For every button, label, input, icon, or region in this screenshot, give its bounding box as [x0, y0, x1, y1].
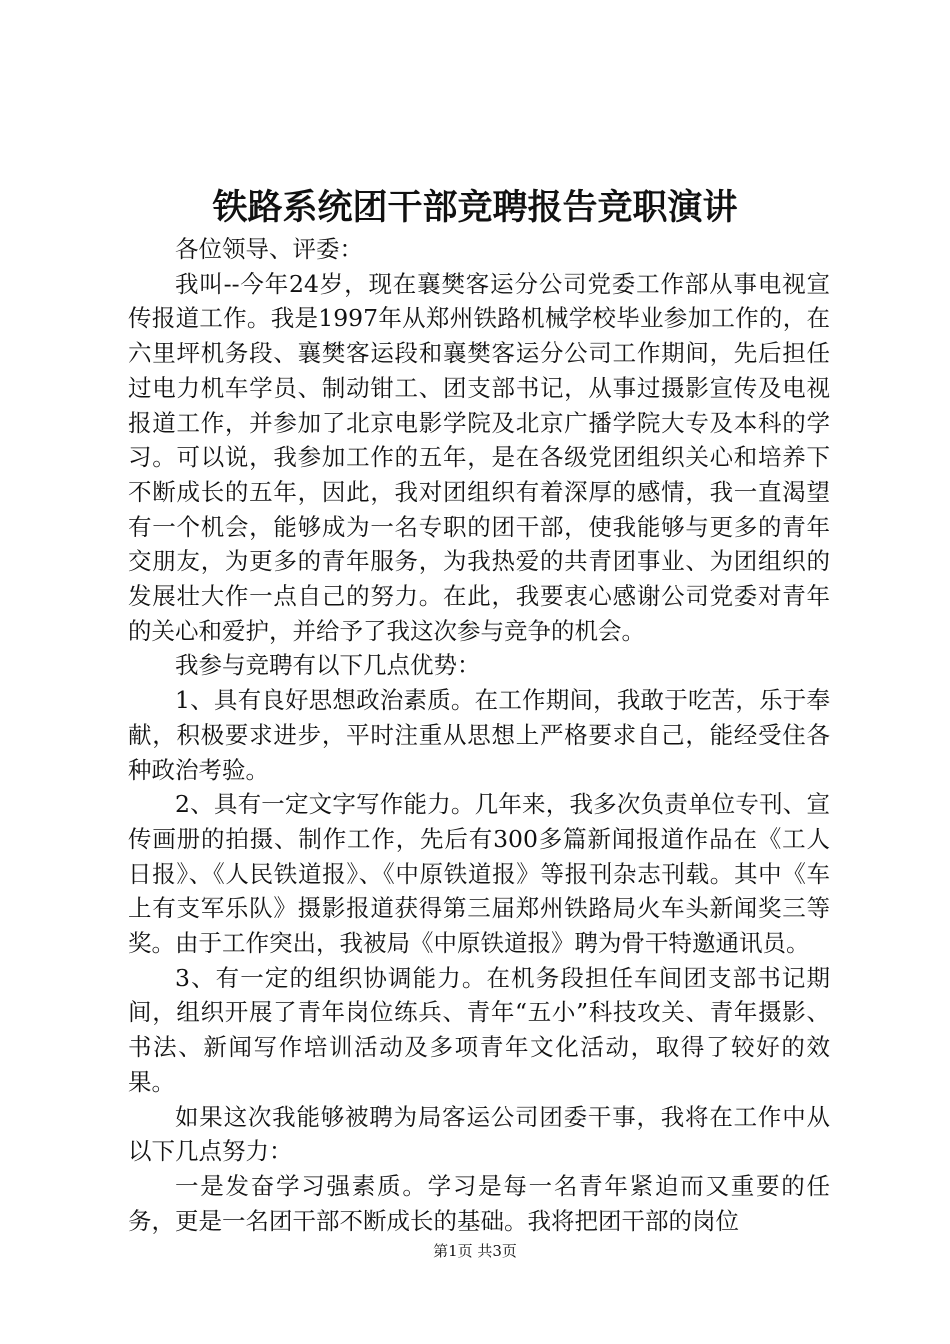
- document-title: 铁路系统团干部竞聘报告竞职演讲: [212, 187, 738, 228]
- self-introduction-paragraph: 我叫--今年24岁，现在襄樊客运分公司党委工作部从事电视宣传报道工作。我是1997年从郑州铁路机械学校毕业参加工作的，在六里坪机务段、襄樊客运段和襄樊客运分公司工作期间，先后担任过电力机车学员、制动钳工、团支部书记，从事过摄影宣传及电视报道工作，并参加了北京电影学院及北京广播学院大专及本科的学习。可以说，我参加工作的五年，是在各级党团组织关心和培养下不断成长的五年，因此，我对团组织有着深厚的感情，我一直渴望有一个机会，能够成为一名专职的团干部，使我能够与更多的青年交朋友，为更多的青年服务，为我热爱的共青团事业、为团组织的发展壮大作一点自己的努力。在此，我要衷心感谢公司党委对青年的关心和爱护，并给予了我这次参与竞争的机会。: [128, 269, 830, 645]
- salutation-paragraph: 各位领导、评委：: [175, 235, 363, 263]
- plan-intro-paragraph: 如果这次我能够被聘为局客运公司团委干事，我将在工作中从以下几点努力：: [128, 1102, 830, 1166]
- advantages-intro-paragraph: 我参与竞聘有以下几点优势：: [175, 651, 481, 680]
- advantage-2-paragraph: 2、具有一定文字写作能力。几年来，我多次负责单位专刊、宣传画册的拍摄、制作工作，先后有300多篇新闻报道作品在《工人日报》、《人民铁道报》、《中原铁道报》等报刊杂志刊载。其中《车上有支军乐队》摄影报道获得第三届郑州铁路局火车头新闻奖三等奖。由于工作突出，我被局《中原铁道报》聘为骨干特邀通讯员。: [128, 790, 830, 958]
- plan-1-paragraph: 一是发奋学习强素质。学习是每一名青年紧迫而又重要的任务，更是一名团干部不断成长的基础。我将把团干部的岗位: [128, 1171, 830, 1235]
- advantage-3-paragraph: 3、有一定的组织协调能力。在机务段担任车间团支部书记期间，组织开展了青年岗位练兵、青年“五小”科技攻关、青年摄影、书法、新闻写作培训活动及多项青年文化活动，取得了较好的效果。: [128, 963, 830, 1096]
- page-number-footer: 第1页 共3页: [433, 1242, 517, 1260]
- document-body: [128, 232, 830, 1238]
- advantage-1-paragraph: 1、具有良好思想政治素质。在工作期间，我敢于吃苦，乐于奉献，积极要求进步，平时注重从思想上严格要求自己，能经受住各种政治考验。: [128, 686, 830, 784]
